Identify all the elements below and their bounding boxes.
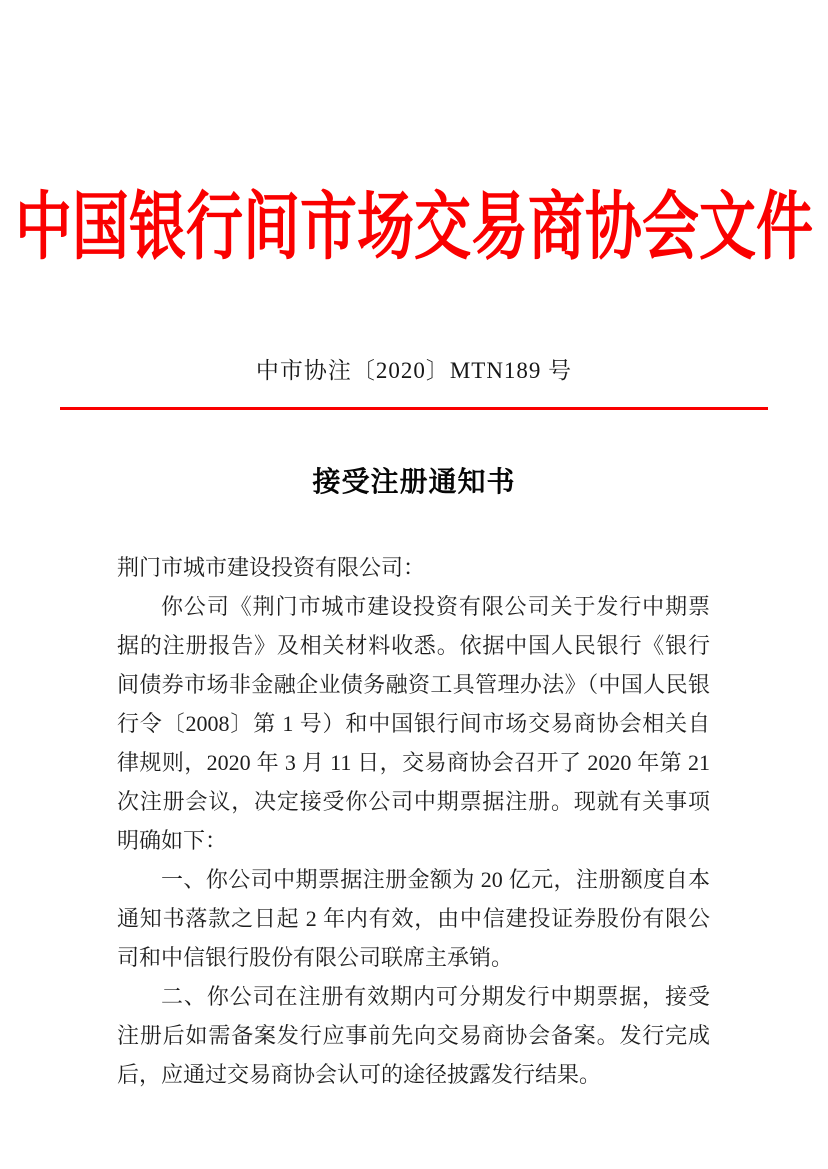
recipient-salutation: 荆门市城市建设投资有限公司： [117,555,426,580]
red-divider-rule [60,407,768,410]
body-paragraph-2: 一、你公司中期票据注册金额为 20 亿元，注册额度自本通知书落款之日起 2 年内有效，由中信建投证券股份有限公司和中信银行股份有限公司联席主承销。 [117,867,710,970]
body-paragraph-1: 你公司《荆门市城市建设投资有限公司关于发行中期票据的注册报告》及相关材料收悉。依据中国人民银行《银行间债券市场非金融企业债务融资工具管理办法》（中国人民银行令〔2008〕第 1 号）和中国银行间市场交易商协会相关自律规则，2020 年 3 月 11 日，交易商协会召开了 2020 年第 21 次注册会议，决定接受你公司中期票据注册。现就有关事项明确如下： [117,594,710,853]
document-title: 接受注册通知书 [312,467,516,498]
document-body [117,548,710,1094]
body-paragraph-3: 二、你公司在注册有效期内可分期发行中期票据，接受注册后如需备案发行应事前先向交易商协会备案。发行完成后，应通过交易商协会认可的途径披露发行结果。 [117,984,710,1087]
issuer-masthead-title: 中国银行间市场交易商协会文件 [15,187,813,269]
document-reference-number: 中市协注〔2020〕MTN189 号 [255,358,573,383]
